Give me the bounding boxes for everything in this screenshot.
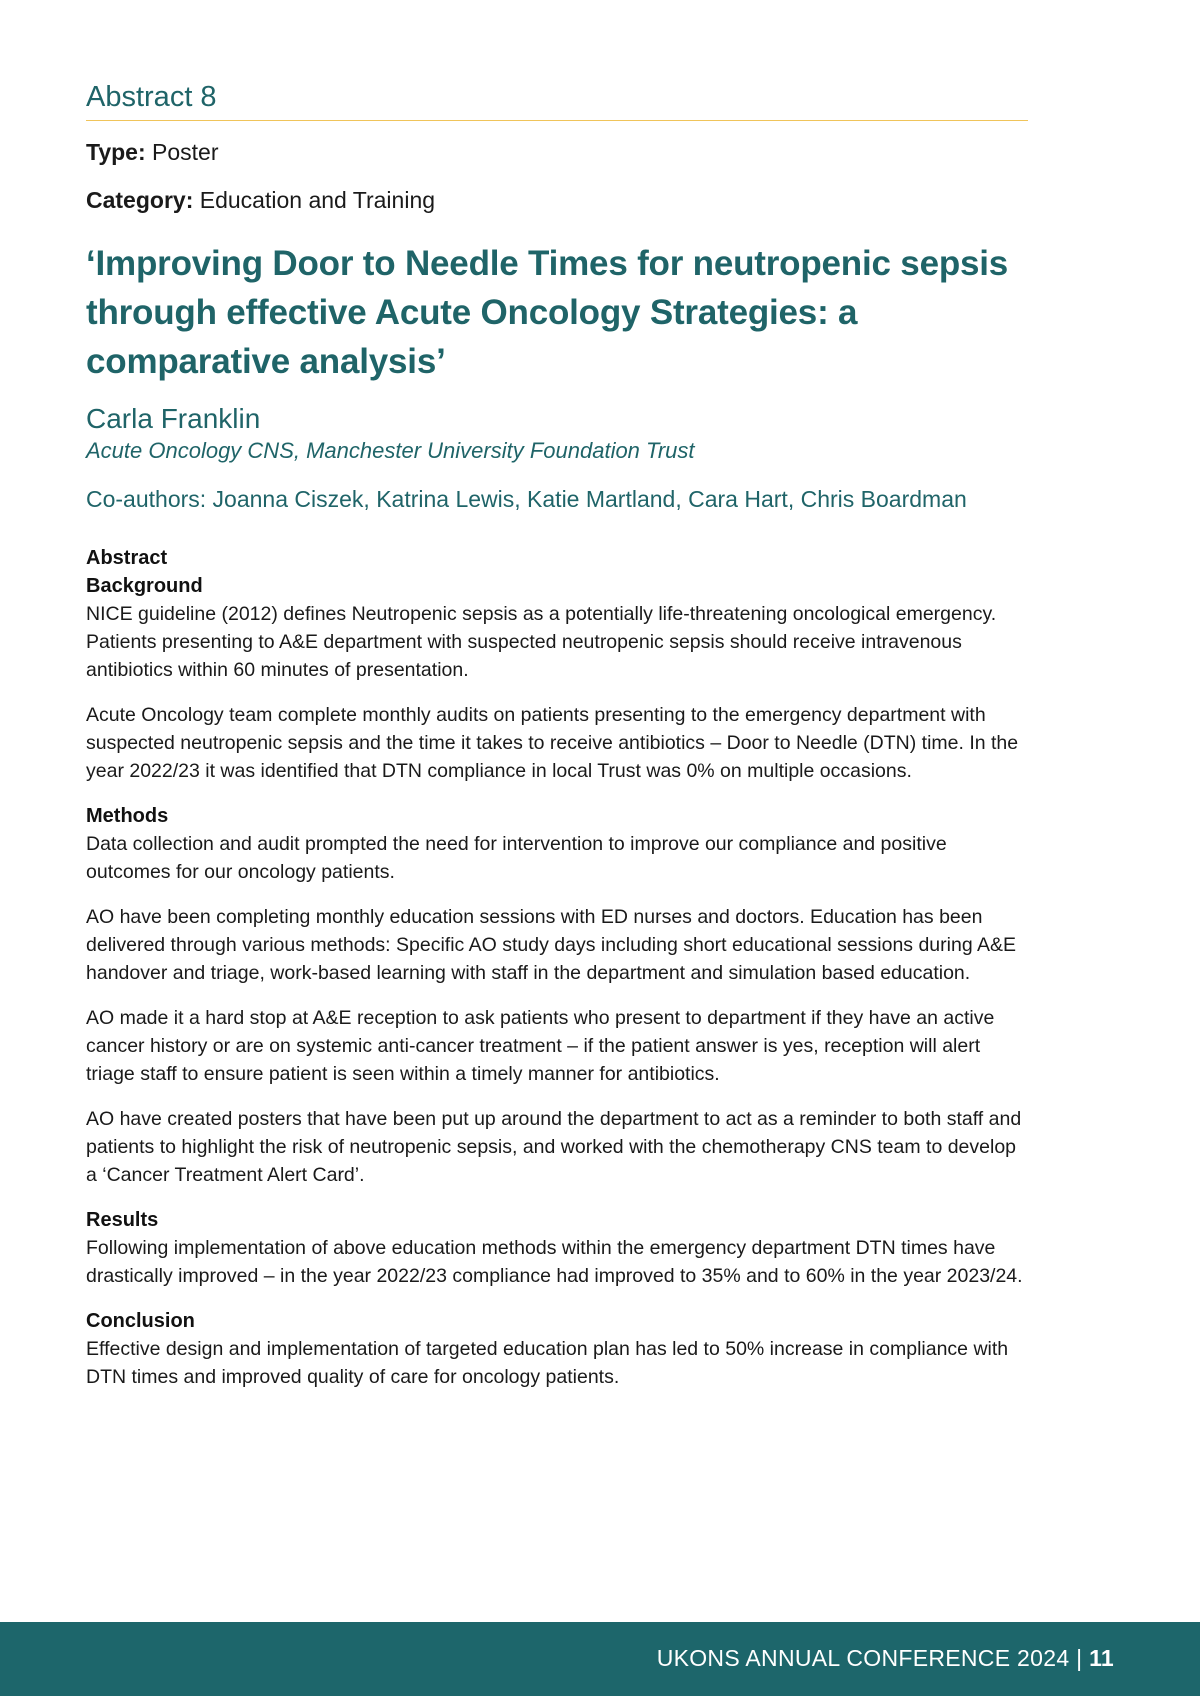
type-line [86,137,1028,167]
paragraph: Effective design and implementation of targeted education plan has led to 50% increase in compliance with DTN times and improved quality of care for oncology patients. [86,1338,1009,1388]
section-heading: Background [86,575,203,597]
paragraph: Data collection and audit prompted the need for intervention to improve our compliance and positive outcomes for our oncology patients. [86,833,947,883]
coauthors: Co-authors: Joanna Ciszek, Katrina Lewis, Katie Martland, Cara Hart, Chris Boardman [86,486,967,512]
footer-conference: UKONS ANNUAL CONFERENCE 2024 [656,1645,1070,1671]
abstract-number: Abstract 8 [86,78,1028,121]
footer-separator: | [1069,1645,1090,1671]
category-value: Education and Training [199,187,436,213]
paragraph: AO have created posters that have been put up around the department to act as a reminder to both staff and patients to highlight the risk of neutropenic sepsis, and worked with the chemotherapy CNS team to develop a ‘Cancer Treatment Alert Card’. [86,1108,1022,1186]
abstract-title: ‘Improving Door to Needle Times for neutropenic sepsis through effective Acute Oncology Strategies: a comparative analysis’ [86,244,1009,381]
paragraph: NICE guideline (2012) defines Neutropenic sepsis as a potentially life-threatening oncological emergency. Patients presenting to A&E department with suspected neutropenic sepsis should receive intravenous antibiotics within 60 minutes of presentation. [86,603,997,681]
author-affiliation: Acute Oncology CNS, Manchester University Foundation Trust [86,438,695,463]
paragraph: AO have been completing monthly education sessions with ED nurses and doctors. Education has been delivered through various methods: Specific AO study days including short educational sessions during A&E handover and triage, work-based learning with staff in the department and simulation based education. [86,906,1017,984]
author-name: Carla Franklin [86,403,261,434]
section-heading: Results [86,1209,159,1231]
section-methods [86,802,1028,1189]
paragraph: AO made it a hard stop at A&E reception to ask patients who present to department if they have an active cancer history or are on systemic anti-cancer treatment – if the patient answer is yes, reception will alert triage staff to ensure patient is seen within a timely manner for antibiotics. [86,1007,995,1085]
section-heading: Conclusion [86,1310,195,1332]
type-label: Type: [86,139,146,165]
page-number: 11 [1089,1645,1114,1671]
abstract-label: Abstract [86,547,168,569]
document-page [86,78,1028,1391]
section-conclusion [86,1307,1028,1391]
category-label: Category: [86,187,194,213]
paragraph: Acute Oncology team complete monthly audits on patients presenting to the emergency department with suspected neutropenic sepsis and the time it takes to receive antibiotics – Door to Needle (DTN) time. In the year 2022/23 it was identified that DTN compliance in local Trust was 0% on multiple occasions. [86,704,1019,782]
paragraph: Following implementation of above education methods within the emergency department DTN times have drastically improved – in the year 2022/23 compliance had improved to 35% and to 60% in the year 2023/24. [86,1237,1023,1287]
page-footer [0,1622,1200,1696]
section-results [86,1206,1028,1290]
category-line [86,185,1028,215]
type-value: Poster [152,139,219,165]
section-background [86,572,1028,785]
section-heading: Methods [86,805,169,827]
footer-text [657,1642,1114,1674]
